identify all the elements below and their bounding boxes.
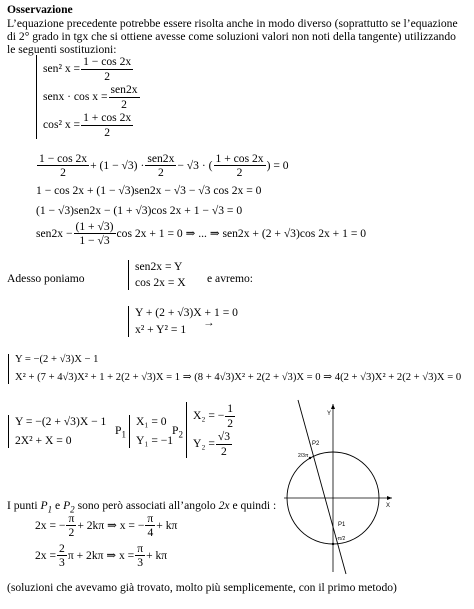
sub-3-den: 2	[104, 125, 111, 139]
p1-sub: 1	[121, 429, 126, 440]
eq1-den3: 2	[236, 166, 243, 180]
p2-point-label: P2	[312, 441, 320, 447]
p2-point	[309, 457, 311, 459]
eq4-num: (1 + √3)	[75, 220, 114, 233]
p1-r1: X₁ = 0	[136, 415, 167, 428]
p1-system	[129, 415, 173, 448]
adesso-s2: cos 2x = X	[135, 276, 186, 290]
eq1-num3: 1 + cos 2x	[215, 152, 264, 165]
y-label-2-3pi: 2/3π	[298, 453, 309, 459]
y-axis-label: Y	[327, 411, 332, 417]
sub-3-lhs: cos² x =	[43, 118, 81, 132]
p1-point-label: P1	[338, 522, 346, 528]
sys4-r1: Y = −(2 + √3)X − 1	[15, 415, 107, 428]
sub-3-num: 1 + cos 2x	[83, 111, 132, 125]
eq1-den1: 2	[60, 166, 66, 180]
eq4-post: cos 2x + 1 = 0 ⇒ ... ⇒ sen2x + (2 + √3)cos 2x + 1 = 0	[116, 227, 367, 241]
solution-1: 2x = − $\frac{\pi}{2}$ + 2kπ ⇒ x = − $\frac{\pi}{4}$ + kπ	[35, 512, 178, 540]
p2-y2: Y₂ =	[193, 437, 215, 451]
sub-1-num: 1 − cos 2x	[83, 55, 132, 69]
unit-circle-graph	[278, 398, 398, 576]
adesso-tail: e avremo:	[207, 272, 254, 285]
eq1-num2: sen2x	[147, 152, 175, 165]
system-3	[8, 354, 461, 384]
x-axis-arrow	[387, 496, 392, 500]
intro-line-2: di 2° grado in tgx che si ottiene avesse come soluzioni valori non noti della tangente) utilizzando	[7, 30, 456, 43]
p2-system	[186, 402, 236, 458]
substitution-system	[36, 55, 141, 139]
system-2	[128, 306, 238, 337]
adesso-system	[128, 260, 186, 290]
eq1-end: ) = 0	[266, 159, 289, 173]
sys3-r2: X² + (7 + 4√3)X² + 1 + 2(2 + √3)X = 1 ⇒ (8 + 4√3)X² + 2(2 + √3)X = 0 ⇒ 4(2 + √3)X² + 2(2 + √3)X = 0	[15, 372, 462, 384]
p2-y2num: √3	[217, 430, 231, 444]
sys4-r2: 2X² + X = 0	[15, 434, 72, 448]
equation-3: (1 − √3)sen2x − (1 + √3)cos 2x + 1 − √3 = 0	[36, 204, 243, 217]
sub-1-lhs: sen² x =	[43, 62, 81, 76]
x-axis-label: X	[386, 503, 391, 509]
equation-2: 1 − cos 2x + (1 − √3)sen2x − √3 − √3 cos 2x = 0	[36, 184, 262, 197]
eq1-mid: + (1 − √3) ·	[90, 159, 145, 173]
footer-note: (soluzioni che avevamo già trovato, molto più semplicemente, con il primo metodo)	[7, 581, 397, 594]
eq1-num1: 1 − cos 2x	[39, 152, 88, 165]
y-label-minus-pi-2: -π/2	[336, 536, 346, 542]
system-4	[8, 415, 106, 448]
p2-x2den: 2	[227, 416, 234, 430]
eq4-den: 1 − √3	[79, 234, 110, 248]
adesso-s1: sen2x = Y	[135, 260, 183, 273]
intersection-line	[298, 400, 346, 574]
p2-label: $P_2$	[172, 424, 183, 440]
y-axis-arrow	[331, 404, 335, 409]
sys2-r1: Y + (2 + √3)X + 1 = 0	[135, 306, 238, 319]
intro-line-1: L’equazione precedente potrebbe essere risolta anche in modo diverso (soprattutto se l’equazione	[7, 17, 458, 30]
p1-point	[332, 543, 334, 545]
p2-x2: X₂ = −	[193, 409, 225, 423]
p2-x2num: 1	[227, 402, 234, 416]
intro-line-3: le seguenti sostituzioni:	[7, 43, 117, 56]
p2-sub: 2	[178, 429, 183, 440]
sub-2-den: 2	[121, 97, 127, 111]
punti-line: I punti $P_1$ e $P_2$ sono però associati all’angolo 2x e quindi :	[7, 499, 277, 515]
p2-y2den: 2	[221, 444, 227, 458]
sub-1-den: 2	[104, 69, 111, 83]
sub-2-lhs: senx · cos x =	[43, 90, 108, 104]
sub-2-num: sen2x	[110, 83, 138, 97]
sys2-arrow: →	[203, 316, 215, 329]
p1-r2: Y₁ = −1	[136, 434, 174, 448]
eq1-mid2: − √3 · (	[177, 159, 213, 173]
sys3-r1: Y = −(2 + √3)X − 1	[15, 354, 99, 365]
p1-label: $P_1$	[115, 424, 126, 440]
adesso-label: Adesso poniamo	[7, 272, 85, 285]
eq1-den2: 2	[157, 166, 164, 180]
sys2-r2: x² + Y² = 1	[135, 323, 187, 337]
equation-4	[36, 220, 366, 248]
section-title: Osservazione	[7, 3, 73, 16]
eq4-pre: sen2x −	[36, 227, 73, 241]
solution-2: 2x = $\frac{2}{3}$ π + 2kπ ⇒ x = $\frac{\pi}{3}$ + kπ	[35, 542, 168, 570]
equation-1	[36, 152, 289, 180]
